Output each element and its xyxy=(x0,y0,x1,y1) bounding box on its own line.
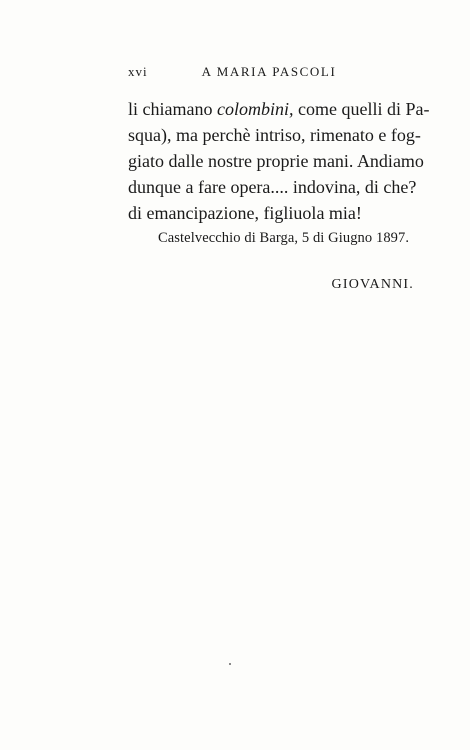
page-number: xvi xyxy=(128,64,148,79)
text-line-1-end: come quelli di Pa- xyxy=(293,99,430,119)
paper-speck xyxy=(229,663,231,665)
place-date-line: Castelvecchio di Barga, 5 di Giugno 1897. xyxy=(158,230,410,246)
running-head xyxy=(128,64,410,84)
body-paragraph xyxy=(128,96,430,226)
text-line-3: giato dalle nostre proprie mani. Andiamo xyxy=(128,151,424,171)
text-line-1 xyxy=(128,96,430,122)
text-line-5: di emancipazione, figliuola mia! xyxy=(128,203,362,223)
italic-word: colombini, xyxy=(216,99,294,119)
text-line-1-start: li chiamano xyxy=(128,99,217,119)
signature: GIOVANNI. xyxy=(331,277,414,292)
text-line-4: dunque a fare opera.... indovina, di che? xyxy=(128,177,417,197)
running-title: A MARIA PASCOLI xyxy=(201,64,337,79)
text-line-2: squa), ma perchè intriso, rimenato e fog- xyxy=(128,125,421,145)
